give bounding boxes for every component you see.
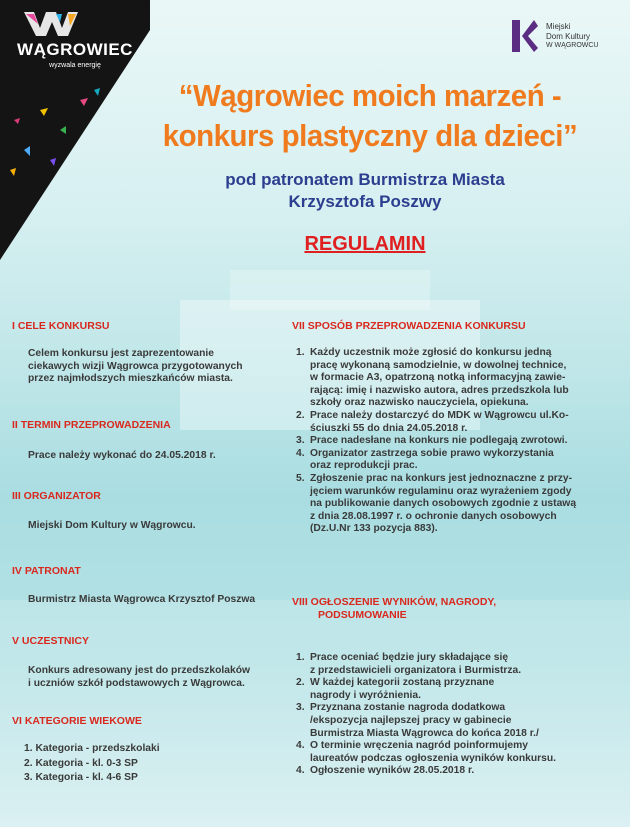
list-item bbox=[296, 410, 606, 435]
item-line: Prace należy dostarczyć do MDK w Wągrowcu ul.Ko- bbox=[310, 409, 569, 421]
city-logo-panel bbox=[0, 0, 150, 260]
subtitle-line-1: pod patronatem Burmistrza Miasta bbox=[225, 170, 505, 189]
item-line: Burmistrza Miasta Wągrowca do końca 2018 r./ bbox=[310, 727, 539, 739]
section-4-line: Burmistrz Miasta Wągrowca Krzysztof Poszwa bbox=[28, 594, 256, 605]
item-number: 5. bbox=[296, 472, 305, 484]
section-5-text bbox=[28, 665, 250, 690]
item-line: oraz reprodukcji prac. bbox=[310, 460, 418, 472]
section-1-text bbox=[28, 348, 243, 386]
item-line: rającą: imię i nazwisko autora, adres przedszkola lub bbox=[310, 384, 569, 396]
section-1-title: I CELE KONKURSU bbox=[12, 320, 110, 332]
section-5-line: Konkurs adresowany jest do przedszkolaków bbox=[28, 665, 251, 676]
item-line: W każdej kategorii zostaną przyznane bbox=[310, 677, 495, 689]
section-2-line: Prace należy wykonać do 24.05.2018 r. bbox=[28, 450, 216, 461]
city-logo-background bbox=[0, 0, 150, 260]
section-2-title: II TERMIN PRZEPROWADZENIA bbox=[12, 419, 171, 431]
section-8-title-line-1: VIII OGŁOSZENIE WYNIKÓW, NAGRODY, bbox=[292, 596, 497, 608]
item-line: laureatów podczas ogłoszenia wyników konkursu. bbox=[310, 752, 557, 764]
list-item bbox=[296, 435, 606, 448]
item-number: 4. bbox=[296, 447, 305, 459]
item-line: szkoły oraz nazwisko nauczyciela, opiekuna. bbox=[310, 397, 529, 409]
item-line: z przedstawicieli organizatora i Burmistrza. bbox=[310, 664, 522, 676]
item-line: ściuszki 55 do dnia 24.05.2018 r. bbox=[310, 422, 468, 434]
list-item: 2. Kategoria - kl. 0-3 SP bbox=[24, 757, 138, 769]
title-line-2: konkurs plastyczny dla dzieci” bbox=[162, 118, 578, 153]
mdk-logo bbox=[510, 18, 620, 58]
item-number: 2. bbox=[296, 677, 305, 689]
item-line: jęciem warunków regulaminu oraz wyrażeniem zgody bbox=[310, 485, 572, 497]
item-number: 4. bbox=[296, 740, 305, 752]
list-item: 3. Kategoria - kl. 4-6 SP bbox=[24, 772, 138, 783]
section-2-text bbox=[28, 450, 216, 463]
section-3-line: Miejski Dom Kultury w Wągrowcu. bbox=[28, 520, 196, 531]
item-line: w formacie A3, opatrzoną notką informacyjną zawie- bbox=[310, 372, 566, 384]
item-line: pracę wykonaną samodzielnie, w dowolnej technice, bbox=[310, 359, 567, 371]
list-item bbox=[296, 702, 606, 740]
item-line: Przyznana zostanie nagroda dodatkowa bbox=[310, 702, 506, 714]
mdk-line-1: Miejski bbox=[546, 22, 571, 31]
section-5-line: i uczniów szkół podstawowych z Wągrowca. bbox=[28, 677, 245, 689]
list-item bbox=[296, 740, 606, 765]
section-5-title: V UCZESTNICY bbox=[12, 635, 90, 647]
item-line: (Dz.U.Nr 133 pozycja 883). bbox=[310, 523, 438, 535]
item-number: 1. bbox=[296, 347, 305, 358]
section-1-line: ciekawych wizji Wągrowca przygotowanych bbox=[28, 360, 243, 372]
list-item bbox=[296, 677, 606, 702]
item-number: 2. bbox=[296, 409, 305, 421]
list-item bbox=[296, 765, 606, 778]
section-8-title-line-2: PODSUMOWANIE bbox=[318, 609, 407, 621]
subtitle-line-2: Krzysztofa Poszwy bbox=[288, 192, 442, 211]
item-number: 3. bbox=[296, 702, 305, 714]
item-line: nagrody i wyróżnienia. bbox=[310, 689, 421, 701]
section-6-list bbox=[24, 742, 160, 786]
item-number: 3. bbox=[296, 435, 305, 447]
list-item bbox=[296, 448, 606, 473]
item-line: O terminie wręczenia nagród poinformujemy bbox=[310, 740, 528, 752]
section-8-list bbox=[296, 652, 606, 778]
list-item bbox=[296, 473, 606, 536]
section-6-title: VI KATEGORIE WIEKOWE bbox=[12, 715, 142, 727]
section-3-title: III ORGANIZATOR bbox=[12, 490, 101, 502]
item-line: /ekspozycja najlepszej pracy w gabinecie bbox=[310, 714, 512, 726]
title-line-1: “Wągrowiec moich marzeń - bbox=[178, 78, 562, 113]
item-number: 1. bbox=[296, 652, 305, 663]
section-7-list bbox=[296, 347, 606, 536]
mdk-line-3: W WĄGROWCU bbox=[546, 42, 599, 49]
list-item bbox=[296, 347, 606, 410]
city-name: WĄGROWIEC bbox=[17, 40, 133, 59]
section-7-title: VII SPOSÓB PRZEPROWADZENIA KONKURSU bbox=[292, 320, 526, 332]
section-4-text bbox=[28, 594, 255, 607]
item-line: Prace nadesłane na konkurs nie podlegają zwrotowi. bbox=[310, 435, 568, 447]
section-3-text bbox=[28, 520, 196, 533]
section-1-line: przez najmłodszych mieszkańców miasta. bbox=[28, 373, 233, 385]
regulamin-heading: REGULAMIN bbox=[304, 233, 426, 255]
mdk-line-2: Dom Kultury bbox=[546, 32, 591, 41]
list-item bbox=[296, 652, 606, 677]
item-line: Każdy uczestnik może zgłosić do konkursu jedną bbox=[310, 347, 552, 358]
item-line: z dnia 28.08.1997 r. o ochronie danych osobowych bbox=[310, 510, 557, 522]
item-line: Organizator zastrzega sobie prawo wykorzystania bbox=[310, 447, 554, 459]
mdk-k-icon bbox=[510, 18, 538, 54]
item-line: Prace oceniać będzie jury składające się bbox=[310, 652, 509, 663]
section-4-title: IV PATRONAT bbox=[12, 565, 81, 577]
section-1-line: Celem konkursu jest zaprezentowanie bbox=[28, 348, 214, 359]
item-number: 4. bbox=[296, 765, 305, 777]
item-line: Zgłoszenie prac na konkurs jest jednoznaczne z przy- bbox=[310, 472, 573, 484]
item-line: na publikowanie danych osobowych zgodnie z ustawą bbox=[310, 498, 577, 510]
item-line: Ogłoszenie wyników 28.05.2018 r. bbox=[310, 765, 475, 777]
list-item: 1. Kategoria - przedszkolaki bbox=[24, 743, 160, 754]
city-tagline: wyzwala energię bbox=[49, 62, 101, 69]
